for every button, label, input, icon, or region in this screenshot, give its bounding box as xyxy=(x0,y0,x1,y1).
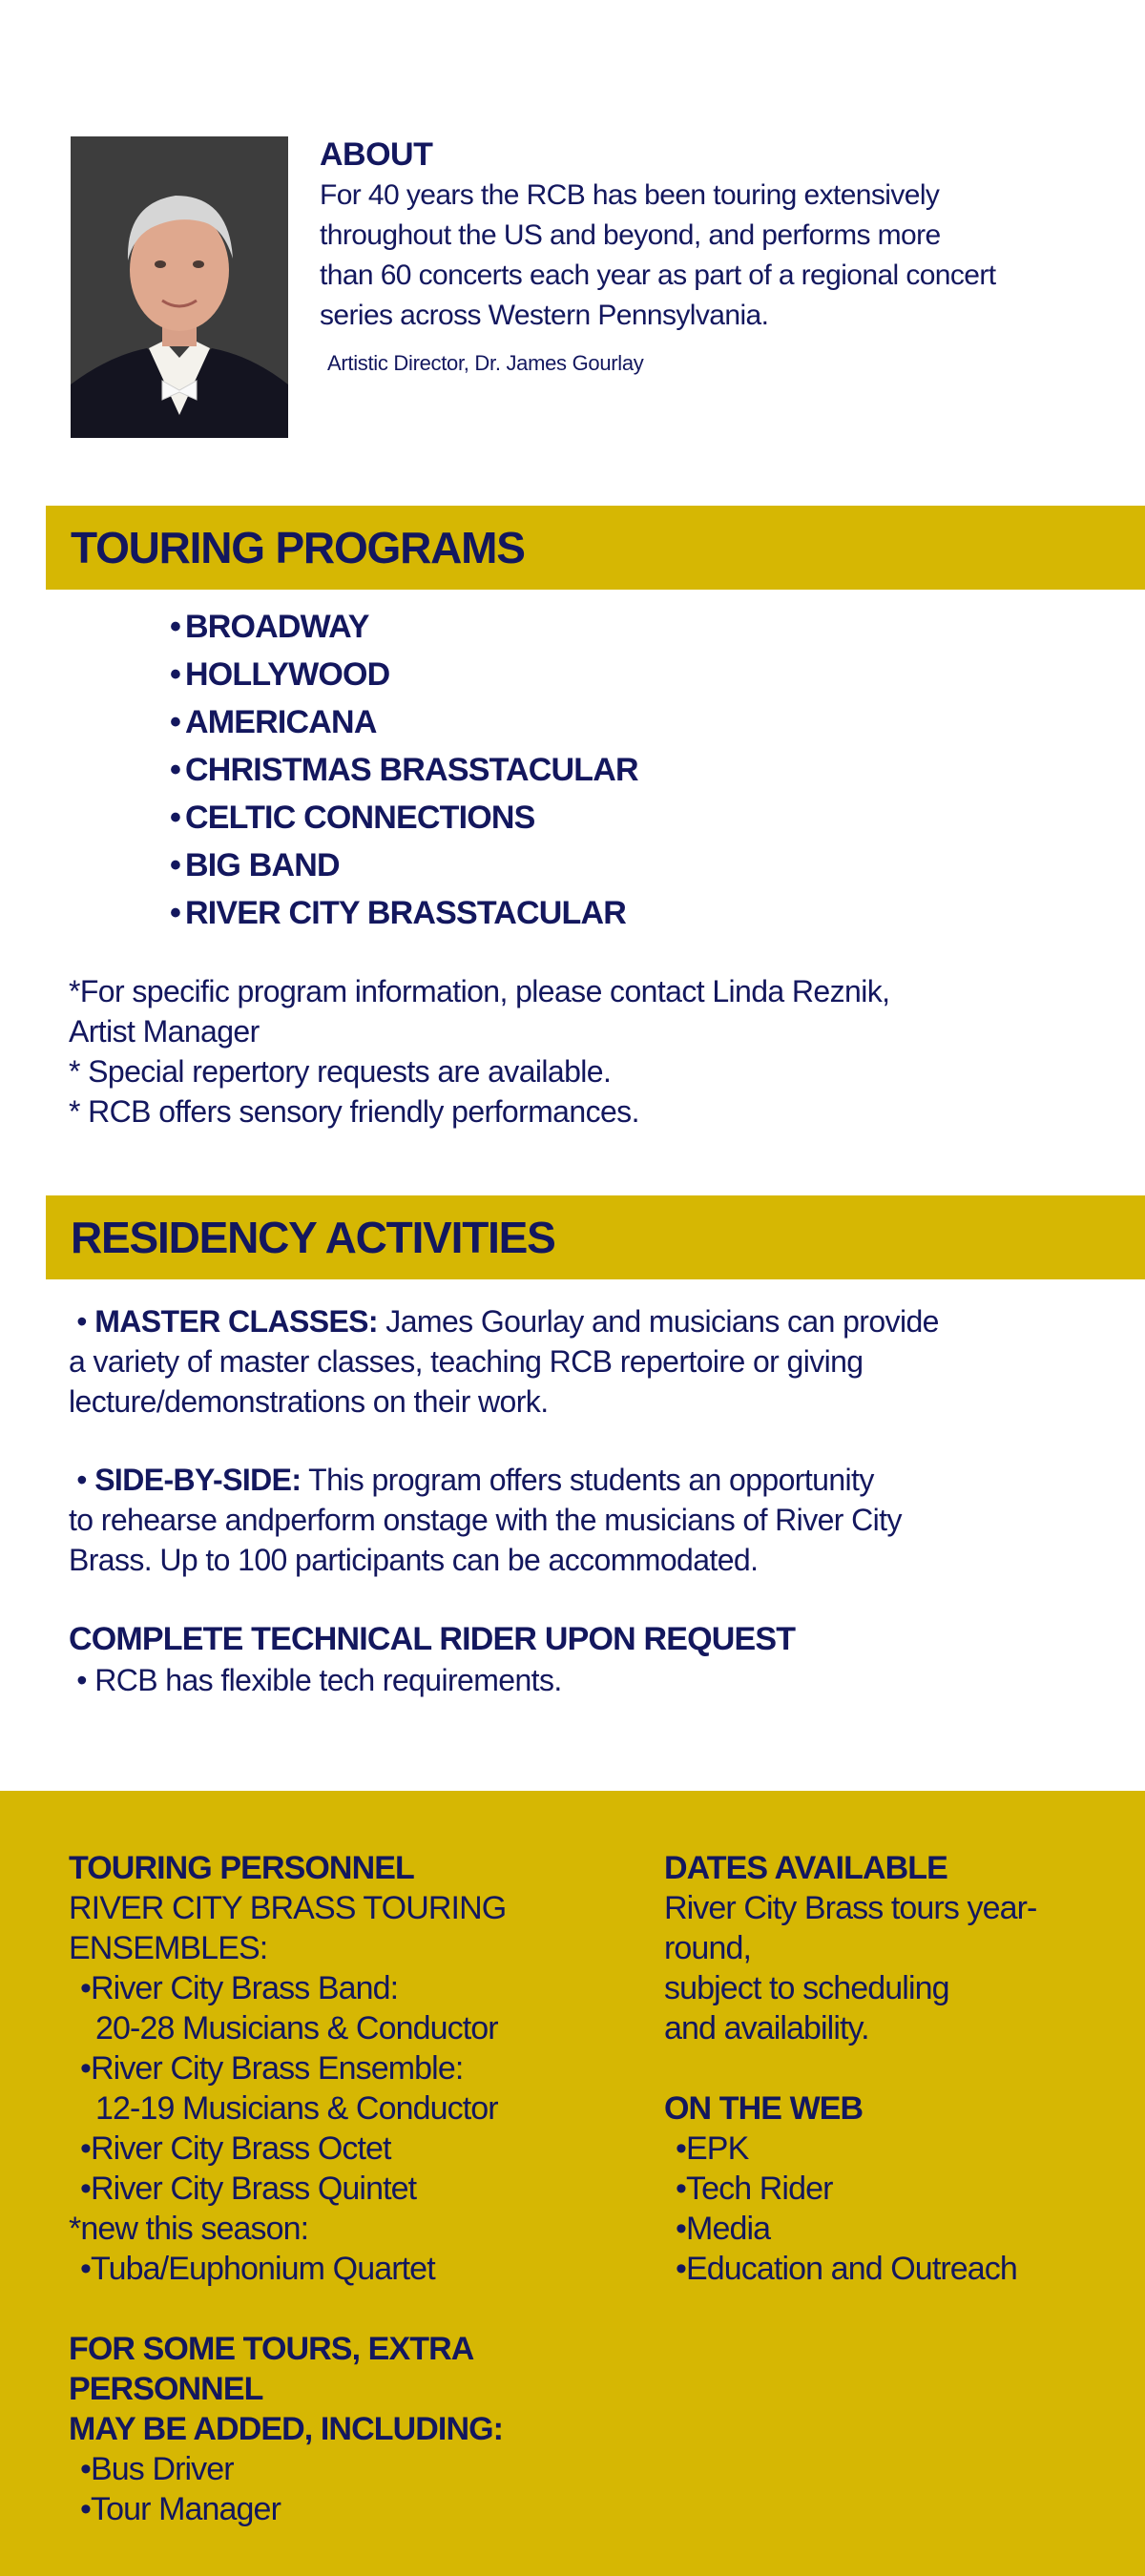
program-item xyxy=(170,841,638,889)
dates-line: subject to scheduling xyxy=(664,1970,949,2006)
dates-heading: DATES AVAILABLE xyxy=(664,1850,947,1886)
bullet-icon: • xyxy=(170,609,181,645)
personnel-column xyxy=(69,1848,641,2529)
bullet-icon: • xyxy=(170,656,181,693)
extra-personnel-item xyxy=(69,2489,641,2529)
program-label: CHRISTMAS BRASSTACULAR xyxy=(185,752,638,788)
program-list xyxy=(170,603,638,937)
bullet-icon: • xyxy=(676,2130,687,2167)
about-line: series across Western Pennsylvania. xyxy=(320,300,769,331)
side-by-side-item xyxy=(69,1460,1042,1580)
web-link-label[interactable]: EPK xyxy=(686,2130,749,2167)
bullet-icon: • xyxy=(80,2050,92,2087)
bullet-icon: • xyxy=(676,2251,687,2287)
master-classes-item xyxy=(69,1301,1042,1422)
web-link-media[interactable] xyxy=(664,2209,1122,2249)
side-by-side-line: to rehearse andperform onstage with the musicians of River City xyxy=(69,1503,902,1537)
web-link-label[interactable]: Tech Rider xyxy=(686,2171,833,2207)
bullet-icon: • xyxy=(80,2171,92,2207)
extra-personnel-heading: MAY BE ADDED, INCLUDING: xyxy=(69,2411,504,2447)
bullet-icon: • xyxy=(170,895,181,931)
portrait-illustration xyxy=(71,136,288,438)
dates-line: and availability. xyxy=(664,2010,869,2046)
bullet-icon: • xyxy=(80,2491,92,2527)
side-by-side-text: This program offers students an opportunity xyxy=(308,1463,874,1497)
program-label: RIVER CITY BRASSTACULAR xyxy=(185,895,627,931)
availability-column xyxy=(664,1848,1122,2289)
note-line: * Special repertory requests are available. xyxy=(69,1054,612,1089)
about-heading: ABOUT xyxy=(320,136,433,173)
program-label: CELTIC CONNECTIONS xyxy=(185,800,535,836)
about-text xyxy=(320,176,1083,336)
residency-activities-banner xyxy=(46,1195,1145,1279)
master-classes-line: a variety of master classes, teaching RCB repertoire or giving xyxy=(69,1344,864,1379)
ensemble-item xyxy=(69,2169,641,2209)
new-season-list xyxy=(69,2249,641,2289)
bullet-icon: • xyxy=(80,2451,92,2487)
program-item xyxy=(170,698,638,746)
ensemble-label: River City Brass Band: xyxy=(91,1970,399,2006)
spacer xyxy=(69,2289,641,2329)
note-line: Artist Manager xyxy=(69,1014,260,1049)
bullet-icon: • xyxy=(80,2130,92,2167)
bullet-icon: • xyxy=(170,800,181,836)
ensemble-list xyxy=(69,1968,641,2209)
side-by-side-line: Brass. Up to 100 participants can be accommodated. xyxy=(69,1543,759,1577)
extra-personnel-list xyxy=(69,2449,641,2529)
info-panel xyxy=(0,1791,1145,2576)
bullet-icon: • xyxy=(69,1663,95,1697)
program-notes xyxy=(69,971,1023,1132)
program-label: BIG BAND xyxy=(185,847,340,883)
dates-line: River City Brass tours year-round, xyxy=(664,1890,1037,1966)
web-link-label[interactable]: Education and Outreach xyxy=(686,2251,1017,2287)
note-line: * RCB offers sensory friendly performances. xyxy=(69,1094,639,1129)
tech-rider-label: RCB has flexible tech requirements. xyxy=(94,1663,562,1697)
tech-rider-heading: COMPLETE TECHNICAL RIDER UPON REQUEST xyxy=(69,1621,796,1657)
bullet-icon: • xyxy=(80,1970,92,2006)
program-label: AMERICANA xyxy=(185,704,377,740)
web-link-education[interactable] xyxy=(664,2249,1122,2289)
ensemble-item xyxy=(69,1968,641,2008)
web-link-label[interactable]: Media xyxy=(686,2211,771,2247)
residency-activities-title: RESIDENCY ACTIVITIES xyxy=(71,1213,555,1262)
touring-programs-title: TOURING PROGRAMS xyxy=(71,523,525,572)
program-label: HOLLYWOOD xyxy=(185,656,390,693)
about-line: throughout the US and beyond, and performs more xyxy=(320,219,941,251)
new-season-label: *new this season: xyxy=(69,2211,309,2247)
bullet-icon: • xyxy=(676,2171,687,2207)
program-item xyxy=(170,603,638,651)
side-by-side-label: SIDE-BY-SIDE: xyxy=(94,1463,302,1497)
about-section xyxy=(320,134,1083,378)
bullet-icon: • xyxy=(170,704,181,740)
bullet-icon: • xyxy=(69,1304,95,1339)
program-item xyxy=(170,746,638,794)
bullet-icon: • xyxy=(69,1463,95,1497)
ensembles-subheading: RIVER CITY BRASS TOURING ENSEMBLES: xyxy=(69,1890,507,1966)
bullet-icon: • xyxy=(80,2251,92,2287)
bullet-icon: • xyxy=(170,847,181,883)
director-photo xyxy=(71,136,288,438)
ensemble-size: 20-28 Musicians & Conductor xyxy=(95,2010,498,2046)
spacer xyxy=(664,2048,1122,2088)
ensemble-label: Tuba/Euphonium Quartet xyxy=(91,2251,435,2287)
ensemble-label: River City Brass Ensemble: xyxy=(91,2050,464,2087)
master-classes-text: James Gourlay and musicians can provide xyxy=(385,1304,939,1339)
program-label: BROADWAY xyxy=(185,609,369,645)
program-item xyxy=(170,794,638,841)
about-line: For 40 years the RCB has been touring extensively xyxy=(320,179,940,211)
ensemble-label: River City Brass Quintet xyxy=(91,2171,417,2207)
program-item xyxy=(170,889,638,937)
ensemble-item xyxy=(69,2129,641,2169)
master-classes-label: MASTER CLASSES: xyxy=(94,1304,378,1339)
residency-section xyxy=(69,1301,1042,1700)
ensemble-item xyxy=(69,2249,641,2289)
note-line: *For specific program information, please contact Linda Reznik, xyxy=(69,974,890,1008)
web-link-epk[interactable] xyxy=(664,2129,1122,2169)
extra-personnel-item xyxy=(69,2449,641,2489)
personnel-heading: TOURING PERSONNEL xyxy=(69,1850,414,1886)
bullet-icon: • xyxy=(676,2211,687,2247)
ensemble-item xyxy=(69,2048,641,2088)
extra-personnel-label: Tour Manager xyxy=(91,2491,281,2527)
tech-rider-text xyxy=(69,1660,1042,1700)
extra-personnel-heading: FOR SOME TOURS, EXTRA PERSONNEL xyxy=(69,2331,473,2407)
master-classes-line: lecture/demonstrations on their work. xyxy=(69,1384,549,1419)
web-links xyxy=(664,2129,1122,2289)
program-item xyxy=(170,651,638,698)
photo-caption: Artistic Director, Dr. James Gourlay xyxy=(327,351,644,375)
web-link-tech-rider[interactable] xyxy=(664,2169,1122,2209)
touring-programs-banner xyxy=(46,506,1145,590)
ensemble-size: 12-19 Musicians & Conductor xyxy=(95,2090,498,2127)
about-line: than 60 concerts each year as part of a regional concert xyxy=(320,260,996,291)
bullet-icon: • xyxy=(170,752,181,788)
web-heading: ON THE WEB xyxy=(664,2090,864,2127)
ensemble-label: River City Brass Octet xyxy=(91,2130,391,2167)
extra-personnel-label: Bus Driver xyxy=(91,2451,234,2487)
